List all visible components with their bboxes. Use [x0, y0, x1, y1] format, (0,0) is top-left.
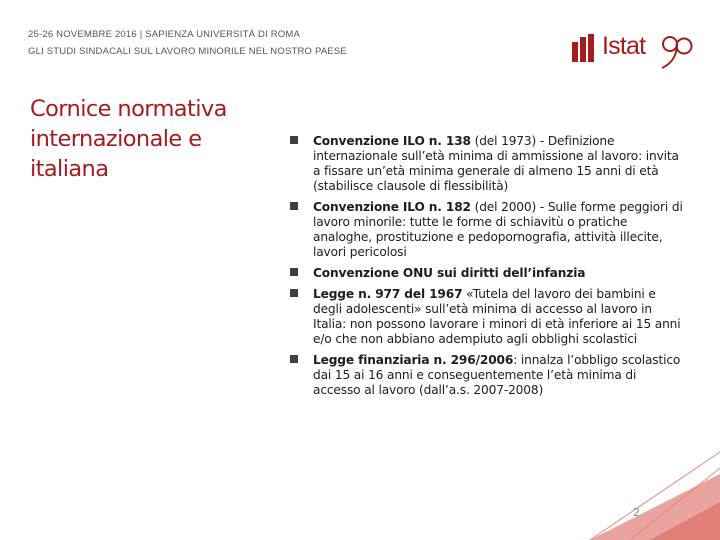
list-item-body: (del 1973) - Definizione internazionale sull’età minima di ammissione al lavoro: invita a fissare un’età minima generale di almeno 15 anni di età (stabilisce clausole di flessibilità) — [313, 134, 679, 193]
list-item — [285, 266, 683, 281]
list-item-heading: Legge n. 977 del 1967 — [313, 287, 463, 301]
list-item — [285, 200, 683, 260]
square-bullet-icon — [290, 289, 298, 297]
list-item-heading: Convenzione ONU sui diritti dell’infanzia — [313, 266, 586, 280]
list-item — [285, 287, 683, 347]
list-item-body: : innalza l’obbligo scolastico dai 15 ai 16 anni e conseguentemente l’età minima di accesso al lavoro (dall’a.s. 2007-2008) — [313, 353, 681, 397]
page-number: 2 — [633, 506, 640, 519]
slide-title-line: italiana — [30, 156, 109, 182]
list-item-heading: Convenzione ILO n. 138 — [313, 134, 471, 148]
list-item-text — [313, 200, 683, 260]
list-item-body: «Tutela del lavoro dei bambini e degli adolescenti» sull’età minima di accesso al lavoro in Italia: non possono lavorare i minori di età inferiore ai 15 anni e/o che non abbiano adempiuto agli obblighi scolastici — [313, 287, 681, 346]
anniversary-90-icon — [658, 30, 694, 70]
list-item-heading: Legge finanziaria n. 296/2006 — [313, 353, 514, 367]
slide-title — [30, 94, 275, 184]
square-bullet-icon — [290, 355, 298, 363]
slide-title-line: internazionale e — [30, 126, 202, 152]
header-topic-line: GLI STUDI SINDACALI SUL LAVORO MINORILE NEL NOSTRO PAESE — [28, 46, 347, 57]
list-item — [285, 353, 683, 398]
istat-logo-mark-icon — [572, 34, 594, 62]
list-item-body: (del 2000) - Sulle forme peggiori di lavoro minorile: tutte le forme di schiavitù o pratiche analoghe, prostituzione e pedopornografia, attività illecite, lavori pericolosi — [313, 200, 683, 259]
header-event-line: 25-26 NOVEMBRE 2016 | SAPIENZA UNIVERSITÀ DI ROMA — [28, 29, 301, 40]
list-item — [285, 134, 683, 194]
list-item-text — [313, 287, 683, 347]
slide-header — [28, 26, 347, 60]
istat-logo — [572, 30, 692, 74]
square-bullet-icon — [290, 268, 298, 276]
square-bullet-icon — [290, 136, 298, 144]
list-item-heading: Convenzione ILO n. 182 — [313, 200, 471, 214]
corner-decoration — [530, 432, 720, 540]
list-item-text — [313, 266, 683, 281]
list-item-text — [313, 134, 683, 194]
list-item-text — [313, 353, 683, 398]
istat-wordmark: Istat — [602, 32, 646, 60]
square-bullet-icon — [290, 202, 298, 210]
slide-title-line: Cornice normativa — [30, 96, 227, 122]
legal-framework-list — [285, 134, 683, 404]
